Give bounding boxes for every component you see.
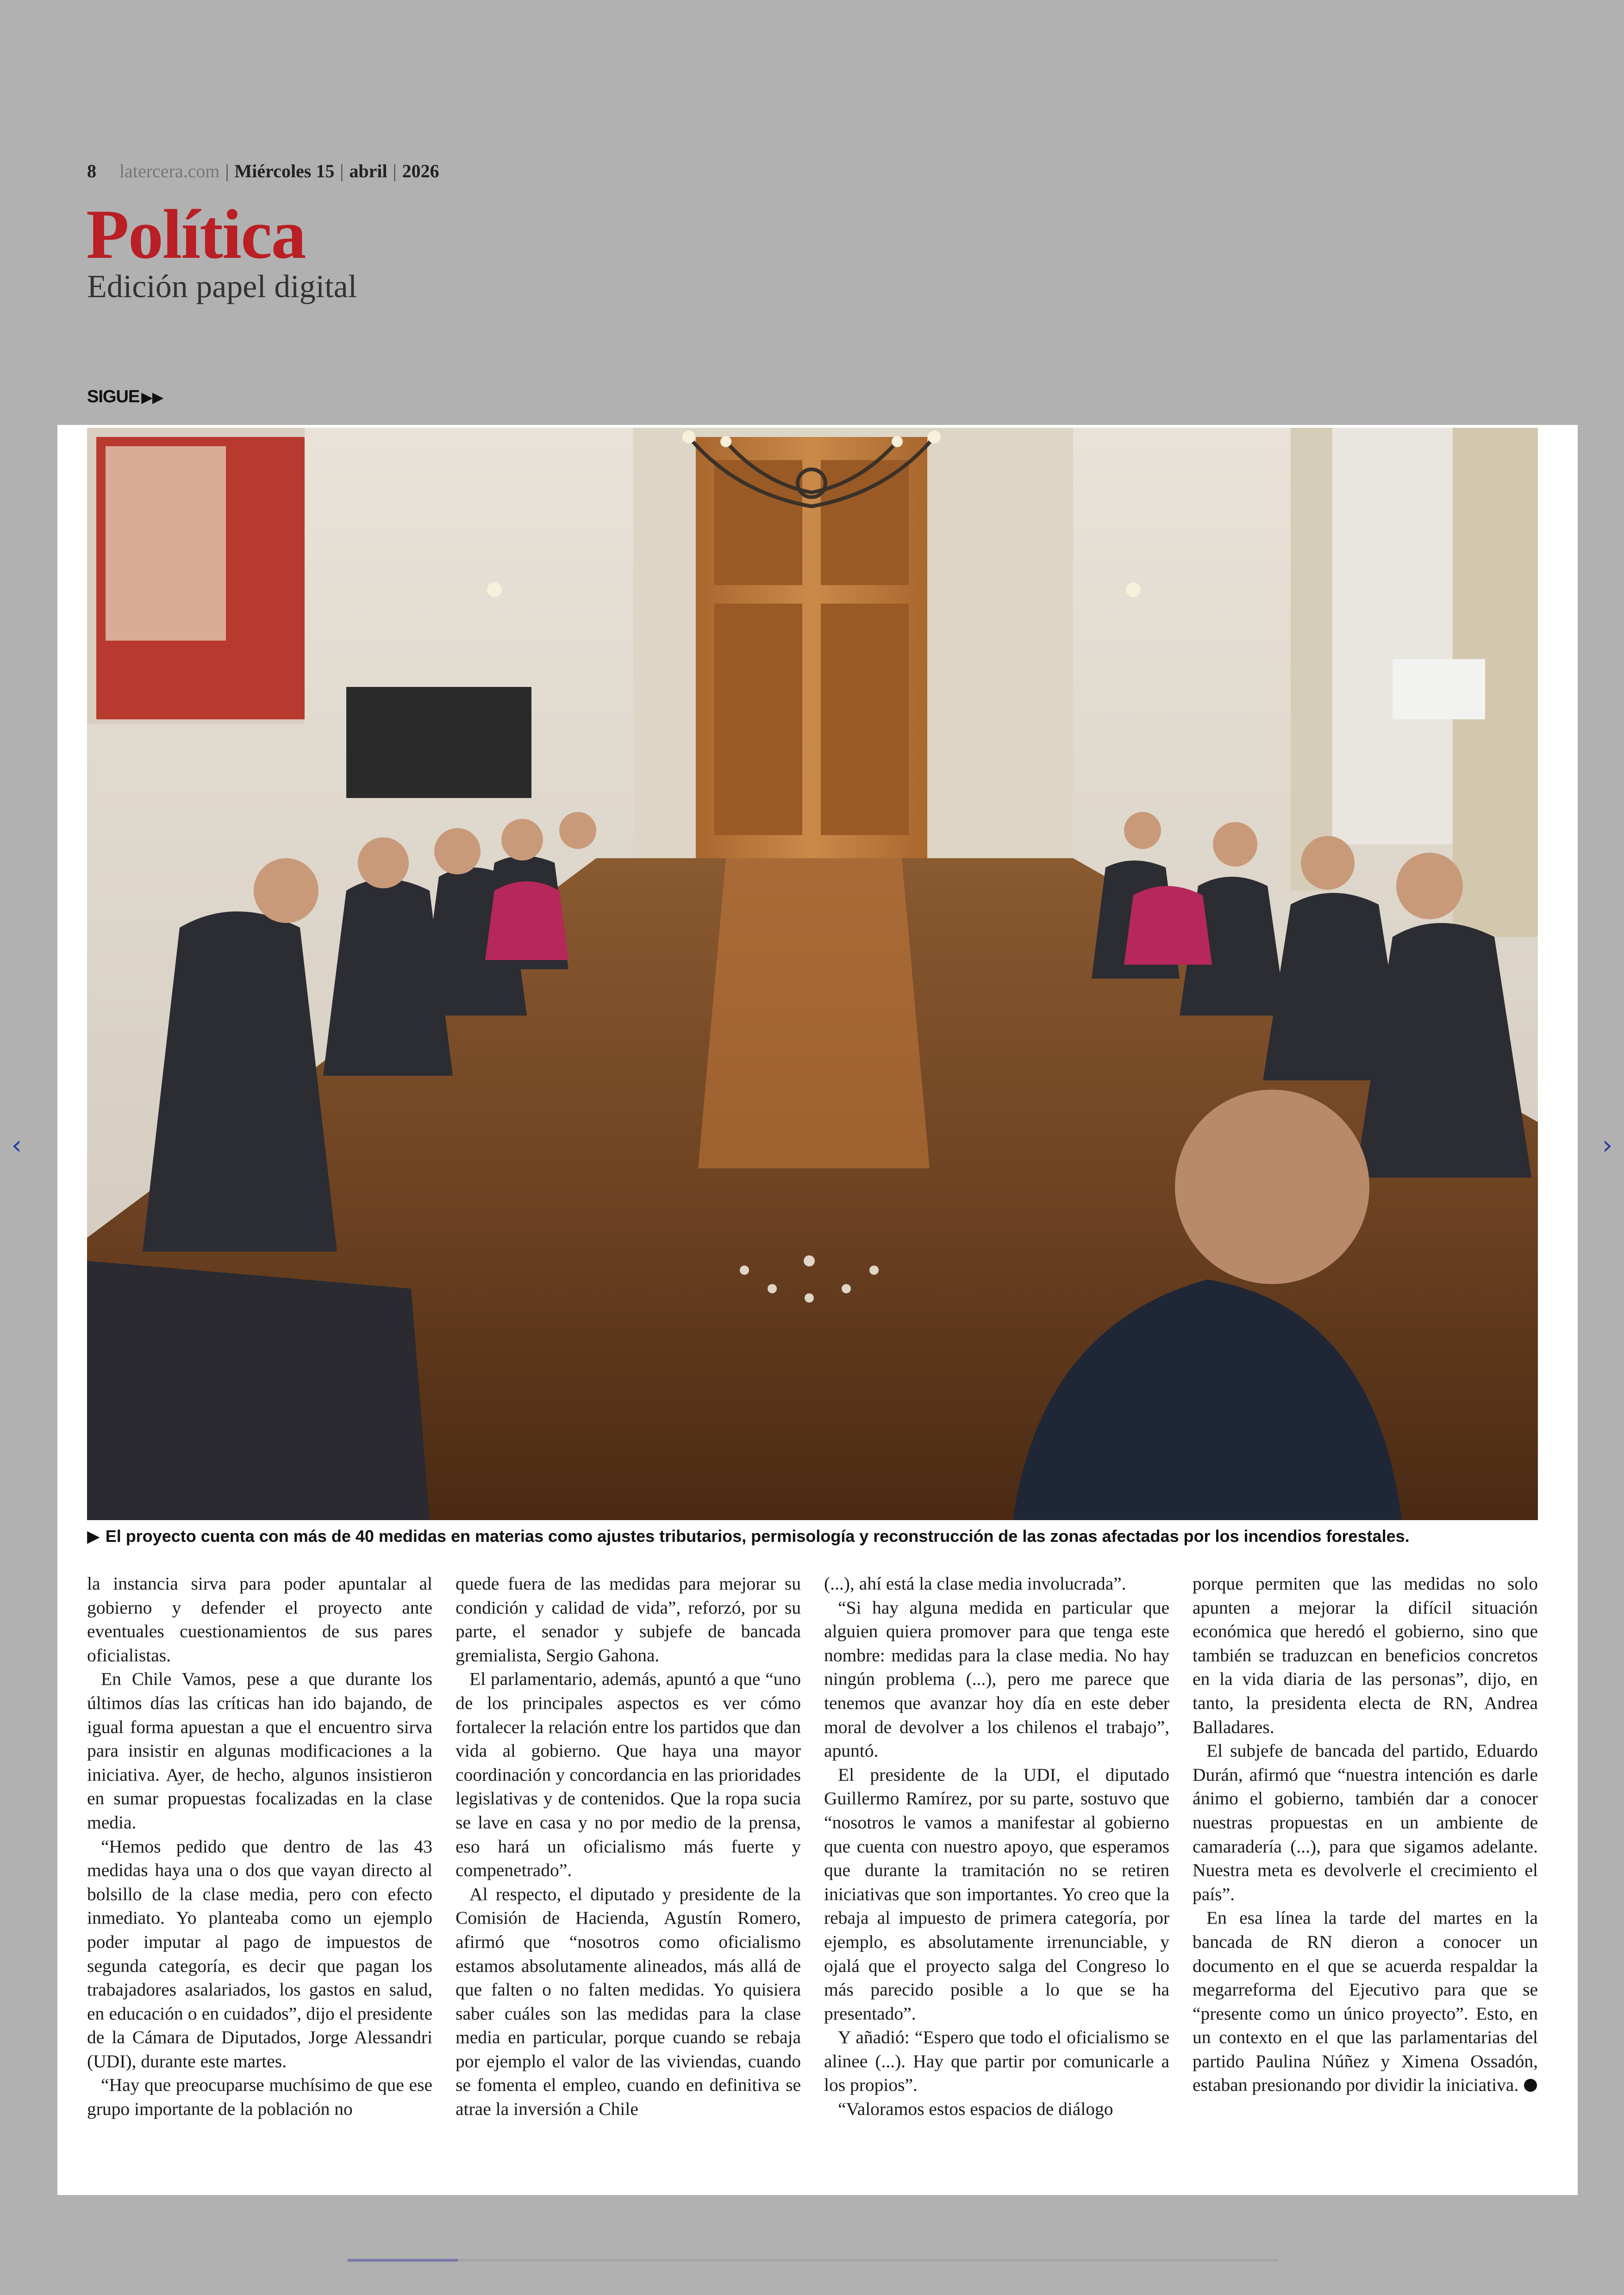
separator: | (393, 161, 397, 181)
site-name: latercera.com (119, 161, 220, 181)
meeting-photo-illustration (87, 428, 1538, 1520)
paragraph: Al respecto, el diputado y presidente de la Comisión de Hacienda, Agustín Romero, afirmó que “nosotros como oficialismo estamos absolutamente alineados, más allá de que falten o no falten medidas. Yo quisiera saber cuáles son las medidas para la clase media en particular, porque cuando se rebaja por ejemplo el valor de las viviendas, cuando se fomenta el empleo, cuando en definitiva se atrae la inversión a Chile (456, 1883, 801, 2120)
sigue-text: SIGUE (87, 387, 140, 406)
paragraph: El subjefe de bancada del partido, Eduardo Durán, afirmó que “nuestra intención es darle ánimo el gobierno, también dar a conocer nuestras propuestas en un ambiente de camaradería (...), para que sigamos adelante. Nuestra meta es devolverle el crecimiento el país”. (1193, 1740, 1538, 1904)
paragraph: Y añadió: “Espero que todo el oficialismo se alinee (...). Hay que partir por comunicarle a los propios”. (824, 2027, 1169, 2095)
date-weekday-day: Miércoles 15 (234, 161, 335, 181)
scrollbar-thumb[interactable] (347, 2259, 458, 2262)
newspaper-page (57, 425, 1578, 2195)
double-arrow-icon: ▶▶ (141, 389, 163, 405)
paragraph: la instancia sirva para poder apuntalar al gobierno y defender el proyecto ante eventuales cuestionamientos de sus pares oficialistas. (87, 1573, 432, 1665)
page-number: 8 (87, 161, 96, 181)
text-column-4 (1193, 1572, 1538, 2121)
paragraph-text: En esa línea la tarde del martes en la bancada de RN dieron a conocer un documento en el que se acuerda respaldar la megarreforma del Ejecutivo para que se “presente como un único proyecto”. Esto, en un contexto en el que las parlamentarias del partido Paulina Núñez y Ximena Ossadón, estaban presionando por dividir la iniciativa. (1193, 1908, 1538, 2095)
caption-arrow-icon: ▶ (87, 1527, 100, 1546)
text-column-2 (456, 1572, 801, 2121)
date-month: abril (349, 161, 387, 181)
paragraph: porque permiten que las medidas no solo apunten a mejorar la difícil situación económica que heredó el gobierno, sino que también se traduzcan en beneficios concretos en la vida diaria de las personas”, dijo, en tanto, la presidenta electa de RN, Andrea Balladares. (1193, 1573, 1538, 1737)
paragraph-last (1193, 1906, 1538, 2097)
edition-subtitle: Edición papel digital (87, 269, 357, 305)
chevron-right-icon[interactable]: › (1602, 1130, 1613, 1160)
photo-caption (87, 1527, 1538, 1546)
paragraph: “Hemos pedido que dentro de las 43 medidas haya una o dos que vayan directo al bolsillo de la clase media, pero con efecto inmediato. Yo planteaba como un ejemplo poder imputar al pago de impuestos de segunda categoría, es decir que pagan los trabajadores asalariados, los gastos en salud, en educación o en cuidados”, dijo el presidente de la Cámara de Diputados, Jorge Alessandri (UDI), durante este martes. (87, 1836, 432, 2071)
article-body (87, 1572, 1538, 2121)
chevron-left-icon[interactable]: ‹ (11, 1130, 22, 1160)
section-title: Política (86, 195, 306, 273)
date-year: 2026 (402, 161, 439, 181)
caption-text: El proyecto cuenta con más de 40 medidas en materias como ajustes tributarios, permisología y reconstrucción de las zonas afectadas por los incendios forestales. (105, 1527, 1410, 1546)
paragraph: “Valoramos estos espacios de diálogo (838, 2099, 1113, 2120)
paragraph: En Chile Vamos, pese a que durante los últimos días las críticas han ido bajando, de igual forma apuestan a que el encuentro sirva para insistir en algunas modificaciones a la iniciativa. Ayer, de hecho, algunos insistieron en sumar propuestas focalizadas en la clase media. (87, 1669, 432, 1833)
meeting-photo (87, 428, 1538, 1520)
sigue-label (87, 387, 163, 407)
separator: | (225, 161, 229, 181)
paragraph: El presidente de la UDI, el diputado Guillermo Ramírez, por su parte, sostuvo que “nosotros le vamos a manifestar al gobierno que cuenta con nuestro apoyo, que esperamos que durante la tramitación no se retiren iniciativas que son importantes. Yo creo que la rebaja al impuesto de primera categoría, por ejemplo, es absolutamente irrenunciable, y ojalá que el proyecto salga del Congreso lo más parecido posible a lo que se ha presentado”. (824, 1764, 1169, 2024)
paragraph: “Si hay alguna medida en particular que alguien quiera promover para que tenga este nombre: medidas para la clase media. No hay ningún problema (...), pero me parece que tenemos que avanzar hoy día en este deber moral de devolver a los chilenos el trabajo”, apuntó. (824, 1597, 1169, 1761)
separator: | (340, 161, 344, 181)
end-of-article-icon (1524, 2079, 1537, 2092)
paragraph: quede fuera de las medidas para mejorar su condición y calidad de vida”, reforzó, por su parte, el senador y subjefe de bancada gremialista, Sergio Gahona. (456, 1573, 801, 1665)
paragraph: “Hay que preocuparse muchísimo de que ese grupo importante de la población no (87, 2075, 432, 2120)
horizontal-scrollbar[interactable] (347, 2259, 1278, 2262)
text-column-3 (824, 1572, 1169, 2121)
paragraph: (...), ahí está la clase media involucrada”. (824, 1573, 1126, 1594)
paragraph: El parlamentario, además, apuntó a que “uno de los principales aspectos es ver cómo fortalecer la relación entre los partidos que dan vida al gobierno. Que haya una mayor coordinación y concordancia en las prioridades legislativas y de contenidos. Que la ropa sucia se lave en casa y no por medio de la prensa, eso hará un oficialismo más fuerte y compenetrado”. (456, 1669, 801, 1881)
header-meta (87, 160, 439, 182)
text-column-1 (87, 1572, 432, 2121)
